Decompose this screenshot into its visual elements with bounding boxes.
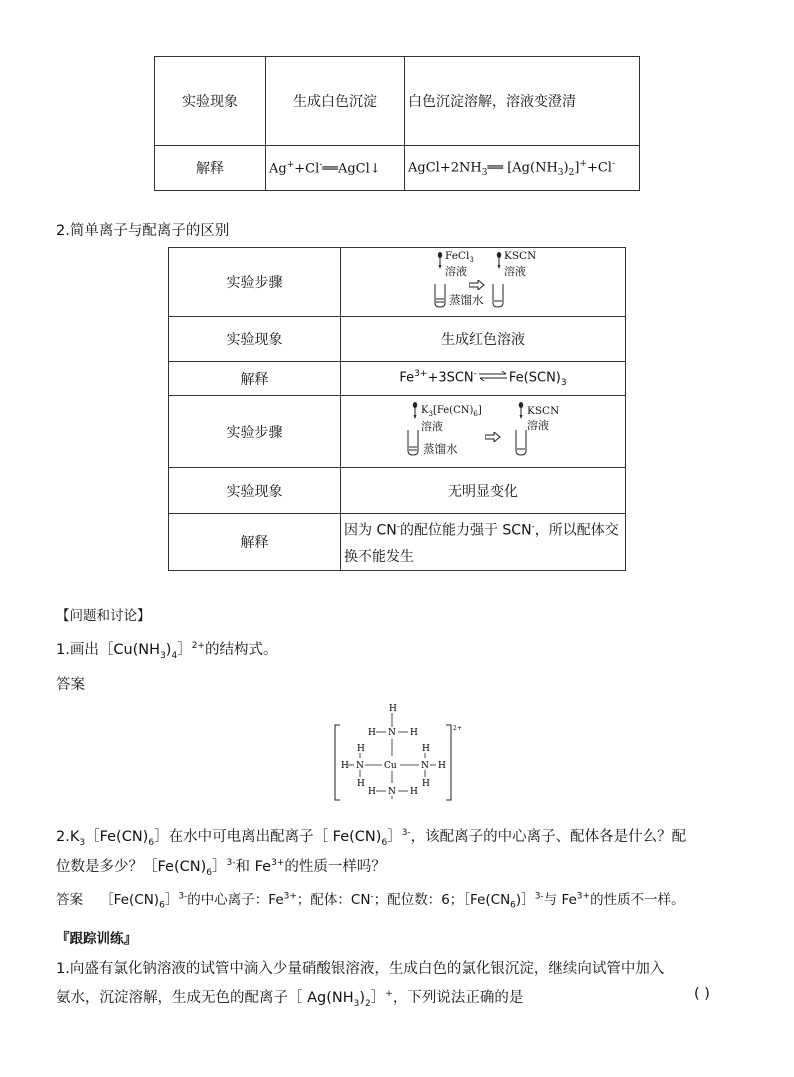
text-sup: - xyxy=(531,522,535,533)
text-part: 与 Fe xyxy=(543,892,577,908)
cell-text: 生成红色溶液 xyxy=(441,332,525,348)
atom-cu: Cu xyxy=(384,761,397,771)
water-label xyxy=(449,292,484,308)
text-part: 的性质不一样。 xyxy=(590,892,685,908)
arrow-right-icon xyxy=(469,278,485,294)
text-sup: 2+ xyxy=(191,641,205,652)
cell-text: 实验步骤 xyxy=(226,275,283,291)
text-part: 1.向盛有氯化钠溶液的试管中滴入少量硝酸银溶液，生成白色的氯化银沉淀，继续向试管中加入 xyxy=(56,961,665,977)
cell xyxy=(341,514,626,571)
reagent-label xyxy=(445,250,474,264)
table-row xyxy=(169,317,626,362)
eq-sub: 3 xyxy=(481,167,488,178)
atom-h: H xyxy=(389,704,397,714)
atom-h: H xyxy=(410,728,418,738)
eq-sub: 3 xyxy=(557,167,564,178)
cell xyxy=(341,317,626,362)
cell-text: 解释 xyxy=(240,371,269,388)
cell-text: 解释 xyxy=(240,535,269,551)
dropper-icon xyxy=(496,252,502,274)
eq-part: ══ [Ag(NH xyxy=(487,159,558,175)
equation-cell xyxy=(266,146,405,191)
table-row xyxy=(155,146,640,191)
question-2-line-1 xyxy=(56,825,686,848)
experiment-diagram xyxy=(341,396,625,467)
text-sub: 6 xyxy=(206,867,212,878)
row-label xyxy=(169,468,341,514)
text-sup: 3- xyxy=(534,891,544,902)
text-part: ；配体：CN xyxy=(296,892,371,908)
solution-text: 溶液 xyxy=(421,420,443,433)
cell-text: 实验现象 xyxy=(182,94,238,110)
text-sup: 3+ xyxy=(283,891,297,902)
atom-n: N xyxy=(421,761,429,771)
answer-text: 答案 xyxy=(56,677,85,693)
eq-part: +Cl xyxy=(586,159,612,175)
training-heading xyxy=(56,927,137,947)
experiment-diagram-cell xyxy=(341,248,626,317)
heading-text: 【问题和讨论】 xyxy=(56,608,151,624)
table-row xyxy=(169,514,626,571)
text-part: 的配位能力强于 SCN xyxy=(399,522,532,539)
text-part: ［Fe(CN) xyxy=(85,829,149,845)
eq-sup: + xyxy=(579,158,587,169)
cell-text: 白色沉淀溶解，溶液变澄清 xyxy=(408,94,576,110)
row-label xyxy=(169,396,341,468)
cell-text: 实验现象 xyxy=(226,483,283,500)
solution-text: 溶液 xyxy=(504,265,526,278)
solution-label xyxy=(504,263,526,279)
atom-h: H xyxy=(357,779,365,789)
solution-text: 溶液 xyxy=(527,419,549,432)
text-sup: - xyxy=(370,891,374,902)
equation-cell xyxy=(341,362,626,396)
experiment-diagram xyxy=(341,248,625,316)
solution-label xyxy=(421,418,443,434)
text-sub: 3 xyxy=(79,837,86,848)
answer-2 xyxy=(56,888,685,911)
atom-h: H xyxy=(368,787,376,797)
structural-formula xyxy=(332,703,462,807)
reagent-text: FeCl xyxy=(445,250,470,262)
charge-label: 2+ xyxy=(453,725,462,732)
text-sup: 3- xyxy=(178,891,188,902)
text-part: 位数是多少？［Fe(CN) xyxy=(56,859,207,875)
table-row xyxy=(169,396,626,468)
answer-blank[interactable] xyxy=(694,986,710,1002)
eq-part: +3SCN xyxy=(427,370,474,386)
text-part: 的性质一样吗？ xyxy=(284,859,386,875)
test-tube-icon xyxy=(407,430,419,460)
text-part: ，该配离子的中心离子、配体各是什么？配 xyxy=(410,829,687,845)
reagent-sub: 3 xyxy=(428,410,433,418)
text-part: 因为 CN xyxy=(344,522,397,539)
heading-text: 『跟踪训练』 xyxy=(56,931,137,947)
text-sub: 2 xyxy=(365,998,371,1009)
row-label xyxy=(169,317,341,362)
text-sub: 6 xyxy=(148,837,155,848)
cell xyxy=(266,57,405,146)
question-2-line-2 xyxy=(56,855,386,878)
eq-sup: - xyxy=(319,159,323,170)
question-1 xyxy=(56,638,277,661)
experiment-diagram-cell xyxy=(341,396,626,468)
text-part: 和 Fe xyxy=(235,859,272,875)
text-part: ］在水中可电离出配离子［ Fe(CN) xyxy=(154,829,382,845)
text-part: 2.K xyxy=(56,829,80,845)
table-row xyxy=(169,468,626,514)
text-part: 1.画出［Cu(NH xyxy=(56,642,161,658)
text-part: 换不能发生 xyxy=(344,548,414,565)
row-label xyxy=(169,514,341,571)
text-sup: + xyxy=(385,989,393,1000)
solution-label xyxy=(445,263,467,279)
cell-text: 实验步骤 xyxy=(226,424,283,441)
text-sup: 3+ xyxy=(271,858,285,869)
eq-sup: + xyxy=(286,159,295,170)
text-sub: 6 xyxy=(510,900,516,911)
table-ion-comparison xyxy=(168,247,626,571)
text-part: ，所以配体交 xyxy=(534,522,619,539)
eq-sup: - xyxy=(611,158,616,169)
eq-sup: 3+ xyxy=(414,369,428,380)
section-title-text: 2.简单离子与配离子的区别 xyxy=(56,223,230,239)
text-part: )］ xyxy=(515,892,535,908)
water-label xyxy=(423,441,458,457)
answer-label-text: 答案 xyxy=(56,892,83,908)
table-row xyxy=(155,57,640,146)
solution-text: 溶液 xyxy=(445,265,467,278)
text-part: ］ xyxy=(370,990,386,1006)
reagent-text: KSCN xyxy=(504,250,537,262)
reagent-label xyxy=(527,405,559,417)
reagent-label xyxy=(421,405,482,418)
row-label xyxy=(169,362,341,396)
reagent-sub: 3 xyxy=(469,256,474,265)
eq-part: +Cl xyxy=(294,161,320,177)
eq-part: Fe xyxy=(399,370,415,386)
text-sup: 3- xyxy=(226,858,236,869)
answer-blank-text: ( ) xyxy=(694,986,710,1002)
water-text: 蒸馏水 xyxy=(423,442,458,456)
equation-cell xyxy=(405,146,640,191)
dropper-icon xyxy=(412,402,418,424)
table-row xyxy=(169,362,626,396)
row-label xyxy=(155,146,266,191)
equilibrium-arrow-icon xyxy=(478,370,508,385)
eq-part: ) xyxy=(563,159,569,175)
dropper-icon xyxy=(518,402,524,424)
atom-h: H xyxy=(341,761,349,771)
row-label xyxy=(169,248,341,317)
text-part: 的结构式。 xyxy=(204,642,278,658)
atom-h: H xyxy=(422,744,430,754)
cell-text: 实验现象 xyxy=(226,332,283,348)
cell xyxy=(405,57,640,146)
atom-h: H xyxy=(368,728,376,738)
cell xyxy=(341,468,626,514)
discussion-heading xyxy=(56,604,151,624)
text-part: 的中心离子：Fe xyxy=(187,892,284,908)
atom-n: N xyxy=(388,728,396,738)
atom-n: N xyxy=(388,787,396,797)
atom-h: H xyxy=(422,779,430,789)
reagent-text: KSCN xyxy=(527,405,560,417)
text-sub: 6 xyxy=(381,837,388,848)
cell-text: 解释 xyxy=(196,161,224,177)
text-part: ) xyxy=(165,642,172,658)
text-part: ］ xyxy=(177,642,192,658)
text-part: ］ xyxy=(212,859,227,875)
text-sub: 6 xyxy=(159,900,165,911)
reagent-label xyxy=(504,250,536,262)
reagent-text: ] xyxy=(477,405,482,416)
explanation-line xyxy=(344,544,625,570)
atom-h: H xyxy=(357,744,365,754)
eq-part: ] xyxy=(574,159,580,175)
atom-h: H xyxy=(438,761,446,771)
eq-part: Fe(SCN) xyxy=(508,370,561,386)
text-sub: 3 xyxy=(160,650,166,661)
text-part: ；配位数：6；［Fe(CN xyxy=(373,892,511,908)
text-part: 氨水，沉淀溶解，生成无色的配离子［ Ag(NH xyxy=(56,990,354,1006)
test-tube-icon xyxy=(515,430,527,460)
text-part: ) xyxy=(359,990,366,1006)
text-part: ，下列说法正确的是 xyxy=(392,990,524,1006)
eq-part: ══AgCl↓ xyxy=(322,161,381,177)
text-sup: 3- xyxy=(401,828,411,839)
reagent-sub: 6 xyxy=(473,410,478,418)
reagent-text: [Fe(CN) xyxy=(432,405,474,416)
eq-sub: 2 xyxy=(568,167,575,178)
arrow-right-icon xyxy=(485,430,501,446)
answer-label xyxy=(56,673,85,694)
atom-h: H xyxy=(410,787,418,797)
eq-part: Ag xyxy=(269,161,287,177)
eq-sub: 3 xyxy=(560,377,567,388)
dropper-icon xyxy=(437,252,441,268)
cell-text: 无明显变化 xyxy=(448,483,518,500)
test-tube-icon xyxy=(492,284,504,312)
solution-label xyxy=(527,417,549,433)
training-question-1-line-1 xyxy=(56,957,664,978)
text-sub: 3 xyxy=(353,998,360,1009)
explanation-line xyxy=(344,514,625,544)
text-part: ］ xyxy=(387,829,402,845)
atom-n: N xyxy=(356,761,364,771)
cell-text: 生成白色沉淀 xyxy=(293,94,377,110)
water-text: 蒸馏水 xyxy=(449,293,484,307)
reagent-text: K xyxy=(421,405,429,416)
text-sup: - xyxy=(396,522,400,533)
text-part: ［Fe(CN) xyxy=(100,892,160,908)
text-part: ］ xyxy=(164,892,179,908)
table-complex-formation xyxy=(154,56,640,191)
section-title xyxy=(56,219,229,240)
row-label xyxy=(155,57,266,146)
text-sub: 4 xyxy=(171,650,178,661)
text-sup: 3+ xyxy=(576,891,591,902)
table-row xyxy=(169,248,626,317)
eq-sup: - xyxy=(473,369,477,380)
training-question-1-line-2 xyxy=(56,986,523,1009)
eq-part: AgCl+2NH xyxy=(408,159,482,175)
test-tube-icon xyxy=(434,284,446,312)
